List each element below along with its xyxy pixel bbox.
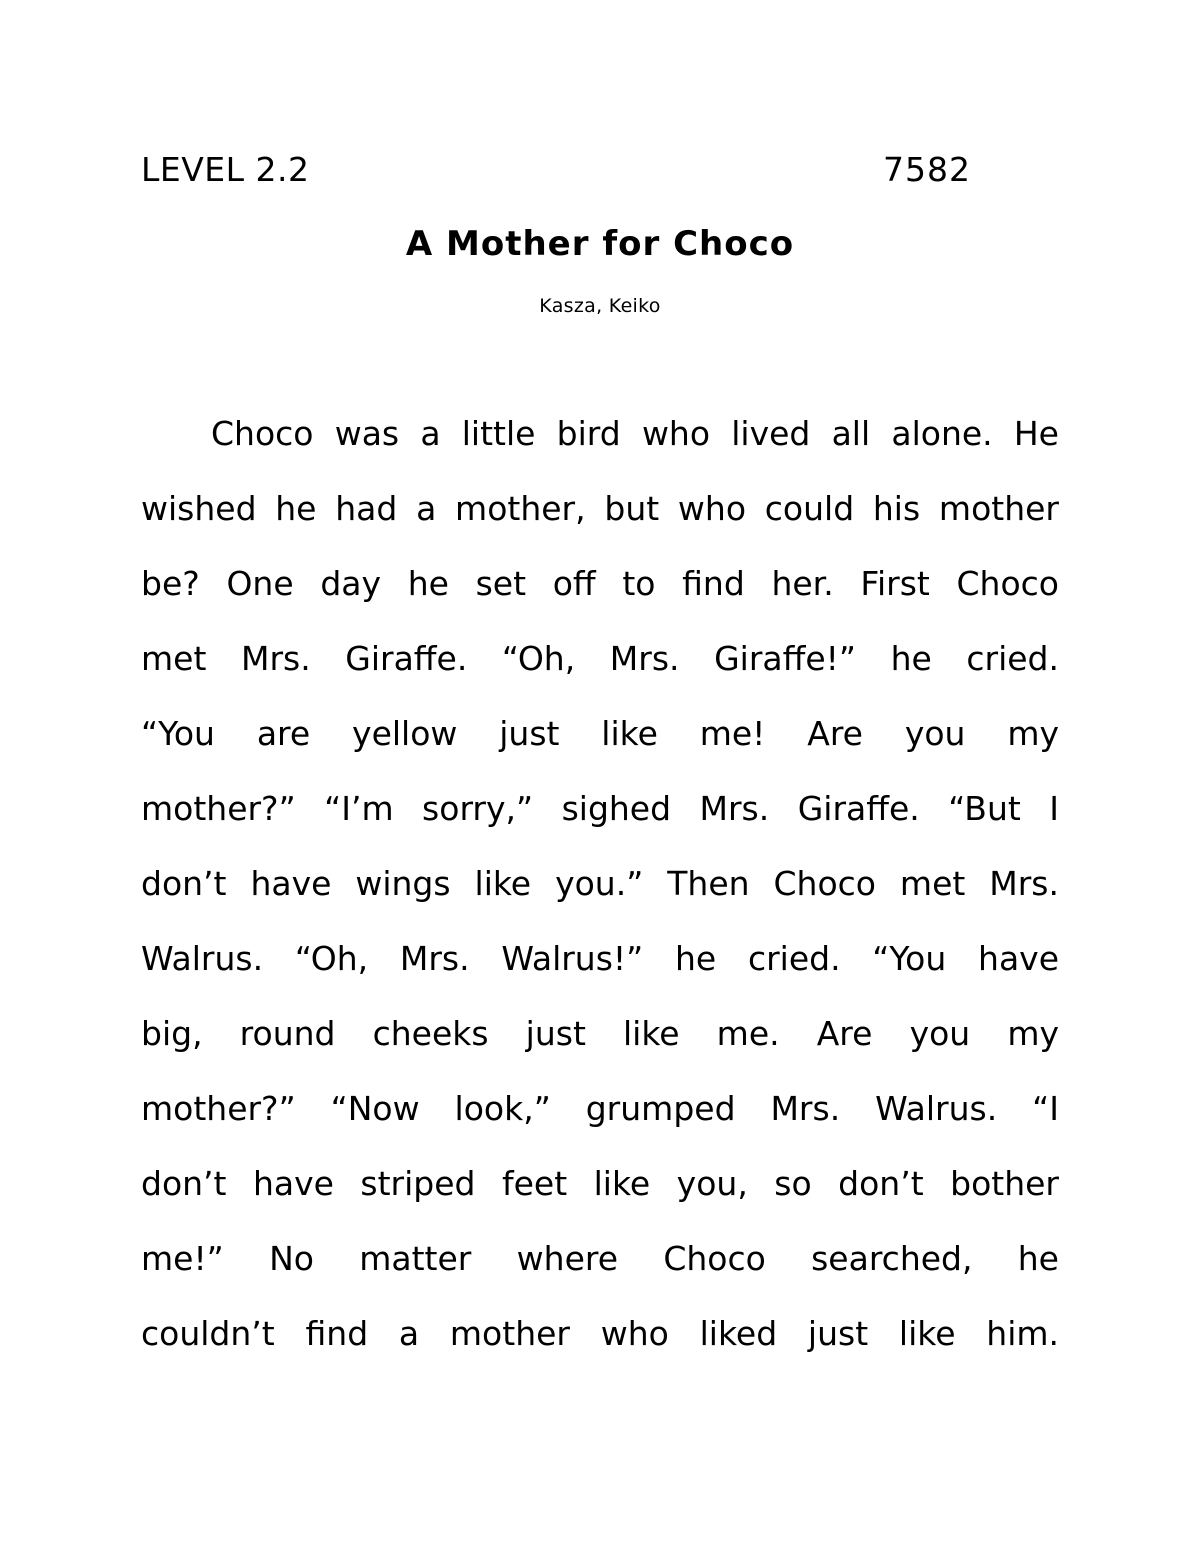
story-line: met Mrs. Giraffe. “Oh, Mrs. Giraffe!” he cried. [141, 639, 1059, 678]
story-line: wished he had a mother, but who could his mother [141, 489, 1059, 528]
story-line: couldn’t find a mother who liked just like him. [141, 1314, 1059, 1353]
story-line: “You are yellow just like me! Are you my [141, 714, 1059, 753]
story-line: Choco was a little bird who lived all alone. He [211, 414, 1059, 453]
reading-level: LEVEL 2.2 [141, 150, 310, 189]
story-line: be? One day he set off to find her. First Choco [141, 564, 1059, 603]
story-line: don’t have wings like you.” Then Choco met Mrs. [141, 864, 1059, 903]
book-title: A Mother for Choco [405, 224, 795, 264]
story-text [141, 406, 1059, 1381]
book-number: 7582 [883, 150, 971, 189]
story-line: don’t have striped feet like you, so don’t bother [141, 1164, 1059, 1203]
story-line: mother?” “I’m sorry,” sighed Mrs. Giraffe. “But I [141, 789, 1059, 828]
story-line: Walrus. “Oh, Mrs. Walrus!” he cried. “You have [141, 939, 1059, 978]
book-author: Kasza, Keiko [539, 295, 661, 317]
story-line: big, round cheeks just like me. Are you my [141, 1014, 1059, 1053]
story-line: me!” No matter where Choco searched, he [141, 1239, 1059, 1278]
story-line: mother?” “Now look,” grumped Mrs. Walrus. “I [141, 1089, 1059, 1128]
header-row [141, 145, 971, 195]
